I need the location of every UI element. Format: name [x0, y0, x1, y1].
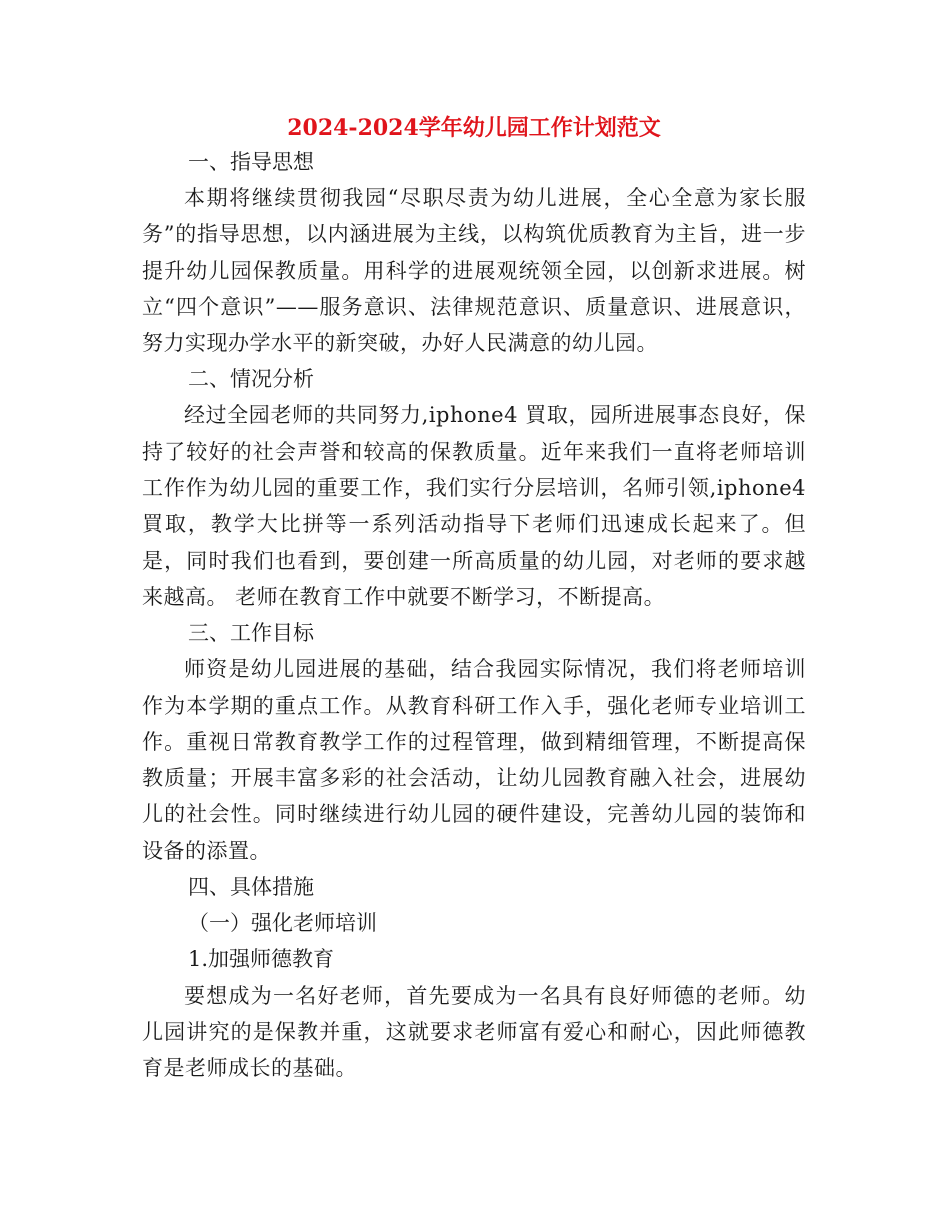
section-paragraph-guiding-ideology: 本期将继续贯彻我园“尽职尽责为幼儿进展，全心全意为家长服务”的指导思想，以内涵进展为主线，以构筑优质教育为主旨，进一步提升幼儿园保教质量。用科学的进展观统领全园，以创新求进展。树立“四个意识”——服务意识、法律规范意识、质量意识、进展意识，努力实现办学水平的新突破，办好人民满意的幼儿园。 — [142, 186, 806, 356]
section-heading-situation-analysis: 二、情况分析 — [188, 367, 314, 392]
section-paragraph-situation-analysis: 经过全园老师的共同努力,iphone4 買取，园所进展事态良好，保持了较好的社会声誉和较高的保教质量。近年来我们一直将老师培训工作作为幼儿园的重要工作，我们实行分层培训，名师引领,iphone4 買取，教学大比拼等一系列活动指导下老师们迅速成长起来了。但是，同时我们也看到，要创建一所高质量的幼儿园，对老师的要求越来越高。 老师在教育工作中就要不断学习，不断提高。 — [142, 403, 806, 609]
document-title: 2024-2024学年幼儿园工作计划范文 — [287, 115, 661, 141]
section-paragraph-ethics-education: 要想成为一名好老师，首先要成为一名具有良好师德的老师。幼儿园讲究的是保教并重，这就要求老师富有爱心和耐心，因此师德教育是老师成长的基础。 — [142, 983, 806, 1081]
section-heading-specific-measures: 四、具体措施 — [188, 875, 314, 900]
list-item-ethics-education: 1.加强师德教育 — [188, 947, 335, 972]
section-paragraph-work-goals: 师资是幼儿园进展的基础，结合我园实际情况，我们将老师培训作为本学期的重点工作。从教育科研工作入手，强化老师专业培训工作。重视日常教育教学工作的过程管理，做到精细管理，不断提高保教质量；开展丰富多彩的社会活动，让幼儿园教育融入社会，进展幼儿的社会性。同时继续进行幼儿园的硬件建设，完善幼儿园的装饰和设备的添置。 — [142, 657, 806, 863]
section-heading-work-goals: 三、工作目标 — [188, 621, 314, 646]
document-body — [142, 112, 806, 1087]
subsection-heading-teacher-training: （一）强化老师培训 — [188, 911, 377, 936]
section-heading-guiding-ideology: 一、指导思想 — [188, 150, 314, 174]
